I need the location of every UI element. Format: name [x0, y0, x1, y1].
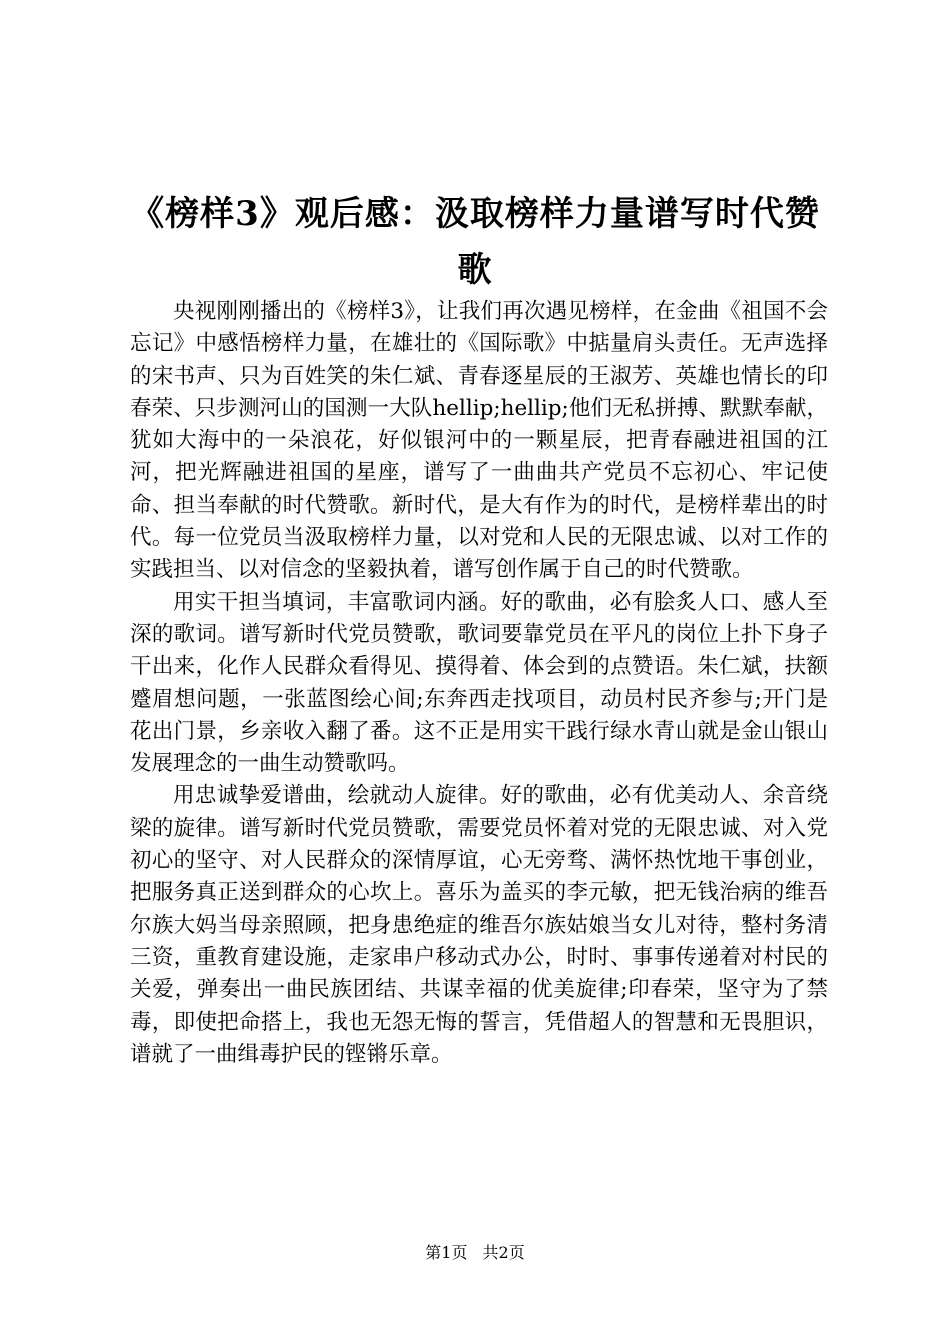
paragraph-2: 用实干担当填词，丰富歌词内涵。好的歌曲，必有脍炙人口、感人至深的歌词。谱写新时代党员赞歌，歌词要靠党员在平凡的岗位上扑下身子干出来，化作人民群众看得见、摸得着、体会到的点赞语。朱仁斌，扶额蹙眉想问题，一张蓝图绘心间;东奔西走找项目，动员村民齐参与;开门是花出门景，乡亲收入翻了番。这不正是用实干践行绿水青山就是金山银山发展理念的一曲生动赞歌吗。: [130, 589, 828, 777]
document-body: [130, 296, 828, 1071]
paragraph-3: 用忠诚挚爱谱曲，绘就动人旋律。好的歌曲，必有优美动人、余音绕梁的旋律。谱写新时代党员赞歌，需要党员怀着对党的无限忠诚、对入党初心的坚守、对人民群众的深情厚谊，心无旁骛、满怀热忱地干事创业，把服务真正送到群众的心坎上。喜乐为盖买的李元敏，把无钱治病的维吾尔族大妈当母亲照顾，把身患绝症的维吾尔族姑娘当女儿对待，整村务清三资，重教育建设施，走家串户移动式办公，时时、事事传递着对村民的关爱，弹奏出一曲民族团结、共谋幸福的优美旋律;印春荣，坚守为了禁毒，即使把命搭上，我也无怨无悔的誓言，凭借超人的智慧和无畏胆识，谱就了一曲缉毒护民的铿锵乐章。: [130, 783, 828, 1067]
page-number-current: 第1页: [425, 1243, 468, 1262]
page-number-total: 共2页: [482, 1243, 525, 1262]
paragraph-1: 央视刚刚播出的《榜样3》，让我们再次遇见榜样，在金曲《祖国不会忘记》中感悟榜样力量，在雄壮的《国际歌》中掂量肩头责任。无声选择的宋书声、只为百姓笑的朱仁斌、青春逐星辰的王淑芳、英雄也情长的印春荣、只步测河山的国测一大队hellip;hellip;他们无私拼搏、默默奉献，犹如大海中的一朵浪花，好似银河中的一颗星辰，把青春融进祖国的江河，把光辉融进祖国的星座，谱写了一曲曲共产党员不忘初心、牢记使命、担当奉献的时代赞歌。新时代，是大有作为的时代，是榜样辈出的时代。每一位党员当汲取榜样力量，以对党和人民的无限忠诚、以对工作的实践担当、以对信念的坚毅执着，谱写创作属于自己的时代赞歌。: [130, 299, 828, 583]
page-footer: [0, 1243, 950, 1263]
document-title: 《榜样3》观后感：汲取榜样力量谱写时代赞歌: [130, 194, 820, 290]
